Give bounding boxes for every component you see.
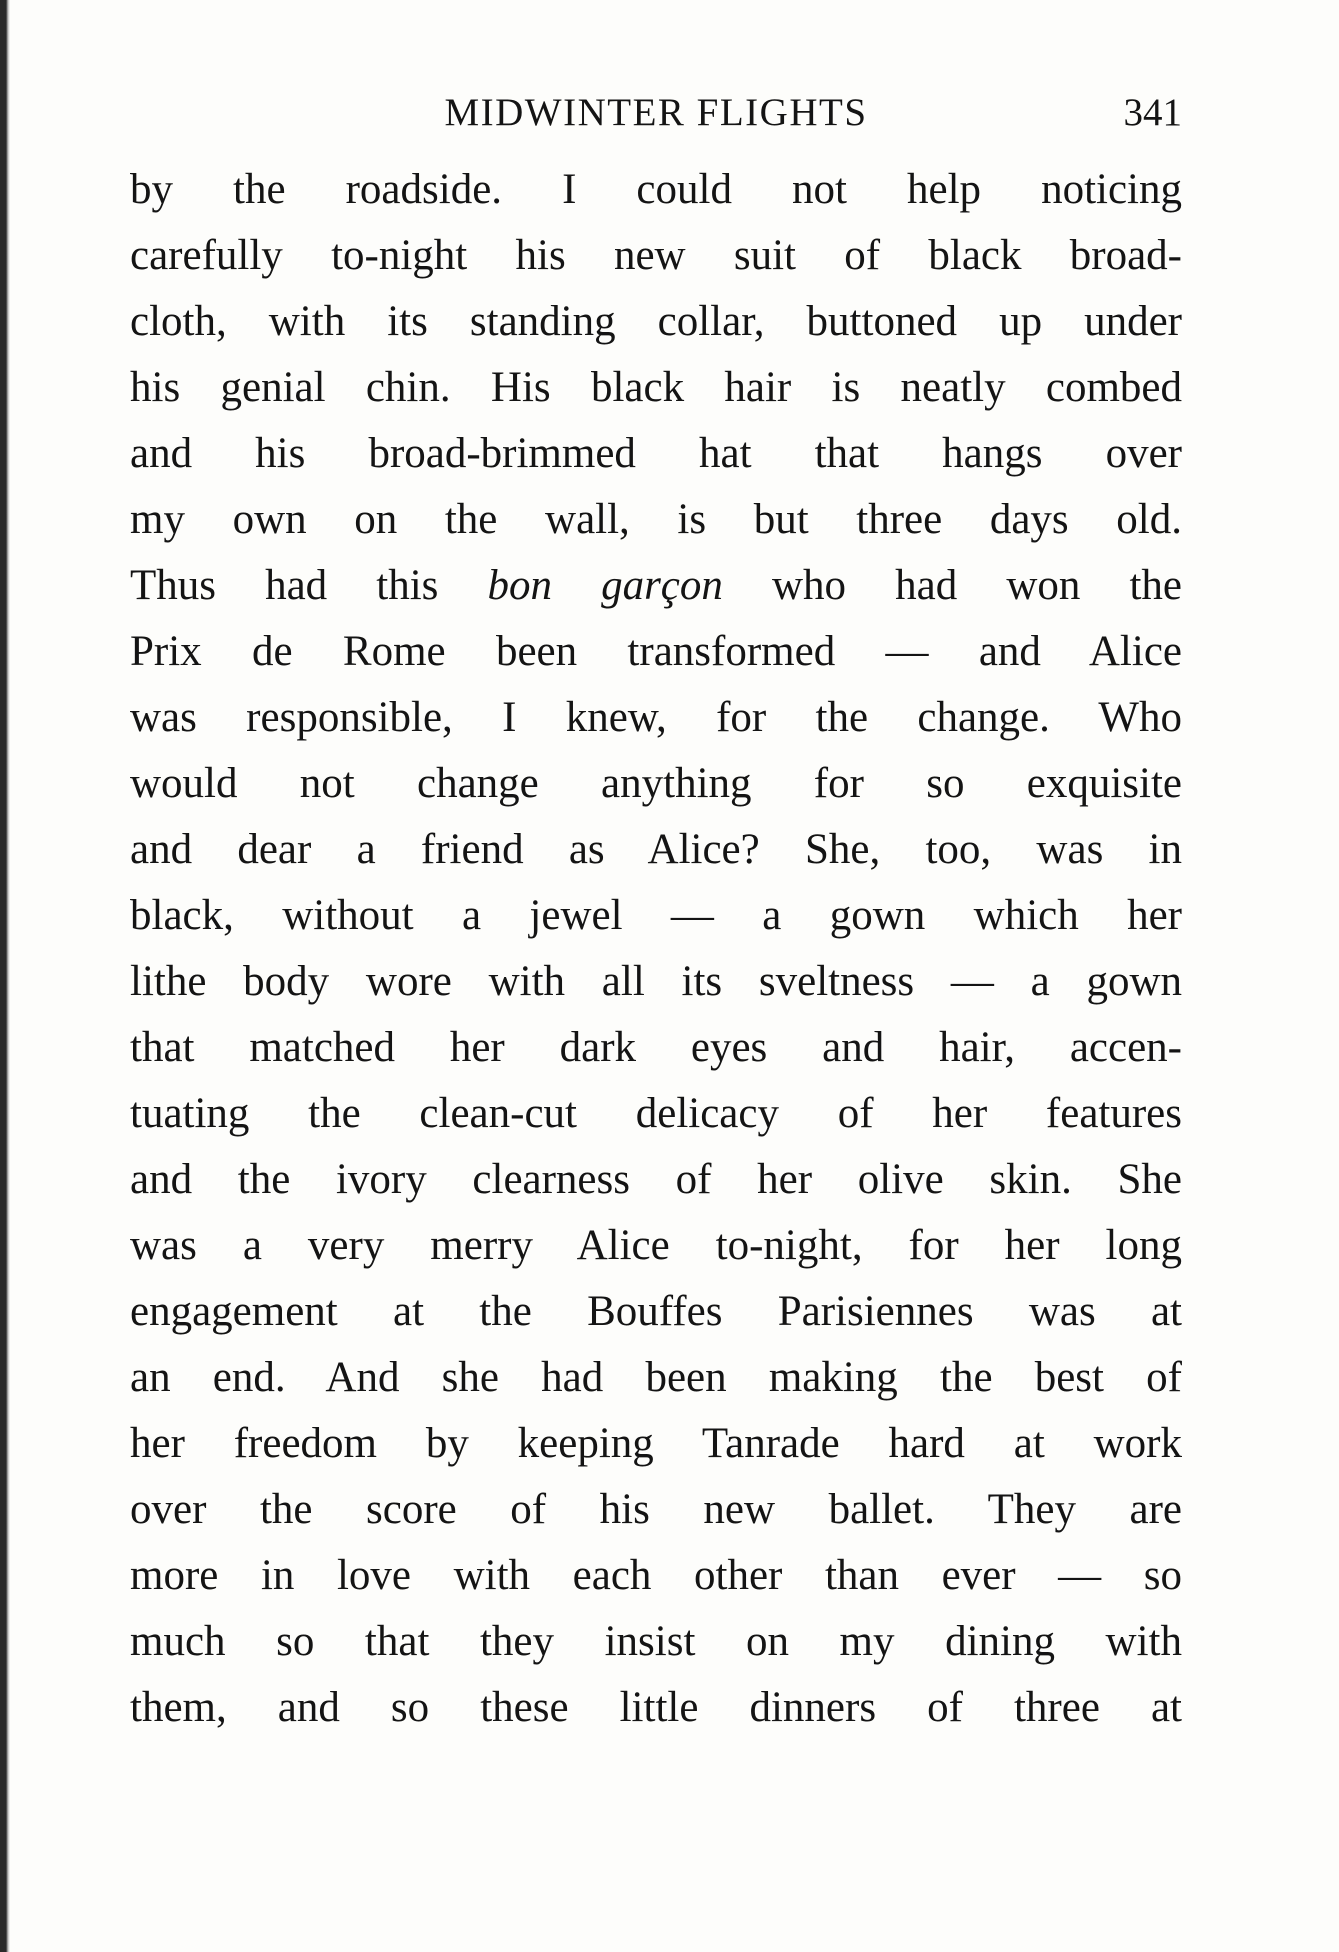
text-line: was responsible, I knew, for the change. Who [130,694,1182,741]
text-line: over the score of his new ballet. They are [130,1486,1182,1533]
binding-edge [0,0,10,1952]
text-line: and his broad-brimmed hat that hangs over [130,430,1182,477]
page-number: 341 [1123,91,1182,134]
text-line: that matched her dark eyes and hair, accen- [130,1024,1182,1071]
text-line: carefully to-night his new suit of black broad- [130,232,1182,279]
text-line: more in love with each other than ever — so [130,1552,1182,1599]
text-line: cloth, with its standing collar, buttoned up under [130,298,1182,345]
text-line: lithe body wore with all its sveltness — a gown [130,958,1182,1005]
text-line: and dear a friend as Alice? She, too, was in [130,826,1182,873]
text-line [130,553,1182,619]
page-header [130,88,1182,138]
text-line: was a very merry Alice to-night, for her long [130,1222,1182,1269]
italic-phrase: bon garçon [487,562,723,609]
body-text [130,157,1182,1741]
text-line: Prix de Rome been transformed — and Alice [130,628,1182,675]
text-line: my own on the wall, is but three days old. [130,496,1182,543]
running-head: MIDWINTER FLIGHTS [444,91,868,134]
text-line: by the roadside. I could not help noticing [130,166,1182,213]
text-line-before-italic: Thus had this [130,562,488,609]
text-line: her freedom by keeping Tanrade hard at work [130,1420,1182,1467]
text-line: would not change anything for so exquisite [130,760,1182,807]
text-line: black, without a jewel — a gown which her [130,892,1182,939]
text-line: much so that they insist on my dining with [130,1618,1182,1665]
text-line: his genial chin. His black hair is neatly combed [130,364,1182,411]
text-line-after-italic: who had won the [722,562,1182,609]
text-line: and the ivory clearness of her olive skin. She [130,1156,1182,1203]
text-line: an end. And she had been making the best of [130,1354,1182,1401]
text-line: tuating the clean-cut delicacy of her features [130,1090,1182,1137]
text-line: engagement at the Bouffes Parisiennes was at [130,1288,1182,1335]
text-line: them, and so these little dinners of three at [130,1684,1182,1731]
